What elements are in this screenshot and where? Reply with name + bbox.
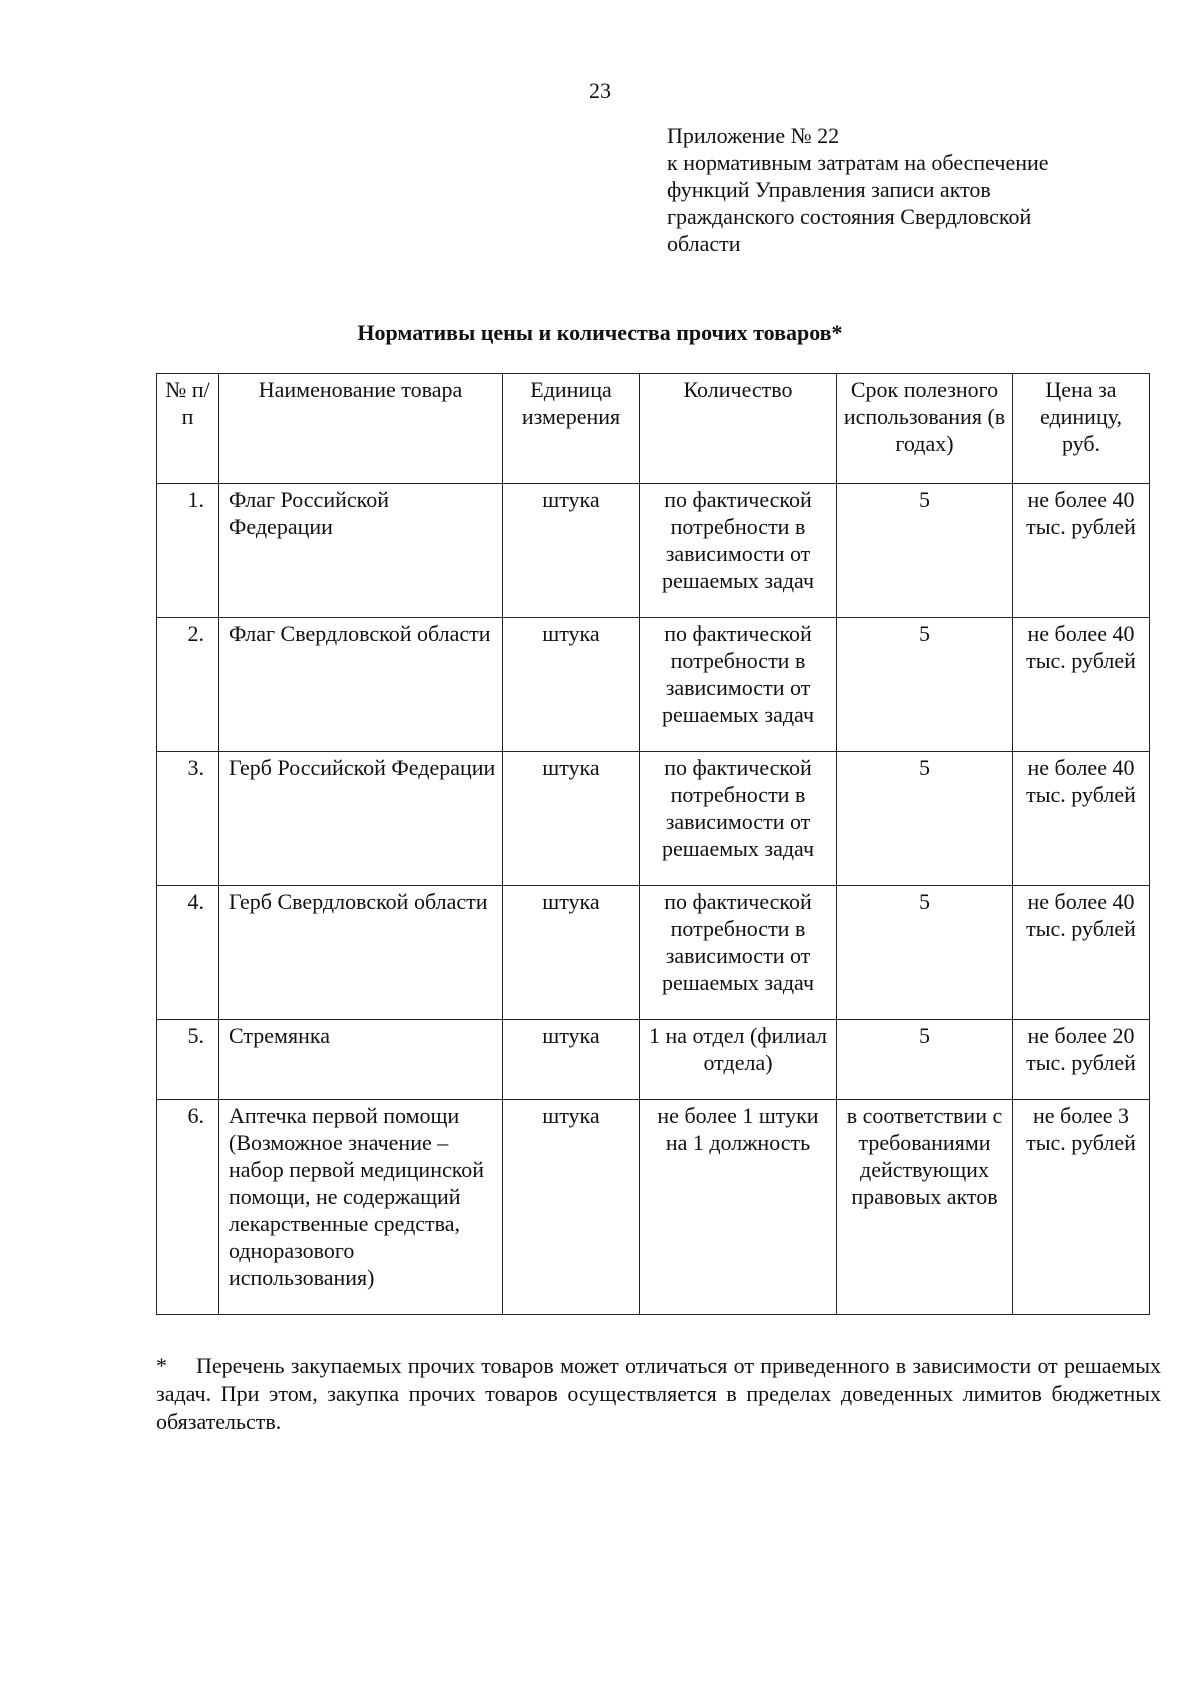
table-row [157,1020,1150,1100]
cell-quantity: по фактической потребности в зависимости от решаемых задач [640,886,837,1020]
cell-useful-life: 5 [837,1020,1013,1100]
cell-quantity: по фактической потребности в зависимости от решаемых задач [640,618,837,752]
cell-number: 5. [157,1020,219,1100]
cell-number: 2. [157,618,219,752]
cell-unit: штука [503,886,640,1020]
cell-quantity: 1 на отдел (филиал отдела) [640,1020,837,1100]
header-unit-price: Цена за единицу, руб. [1013,374,1150,484]
cell-unit: штука [503,484,640,618]
document-title: Нормативы цены и количества прочих товаров* [357,320,843,345]
cell-useful-life: 5 [837,618,1013,752]
cell-unit-price: не более 40 тыс. рублей [1013,484,1150,618]
appendix-line: гражданского состояния Свердловской [667,204,1032,229]
header-number: № п/п [157,374,219,484]
appendix-line: Приложение № 22 [667,123,840,148]
cell-useful-life: 5 [837,752,1013,886]
header-item-name: Наименование товара [219,374,503,484]
cell-useful-life: 5 [837,886,1013,1020]
cell-item-name: Герб Свердловской области [219,886,503,1020]
footnote-marker: * [156,1353,167,1378]
cell-useful-life: в соответствии с требованиями действующих правовых актов [837,1100,1013,1315]
cell-unit: штука [503,1020,640,1100]
cell-unit-price: не более 40 тыс. рублей [1013,752,1150,886]
header-quantity: Количество [640,374,837,484]
cell-unit-price: не более 3 тыс. рублей [1013,1100,1150,1315]
table-row [157,484,1150,618]
cell-number: 6. [157,1100,219,1315]
cell-item-name: Флаг Российской Федерации [219,484,503,618]
table-row [157,752,1150,886]
cell-quantity: по фактической потребности в зависимости от решаемых задач [640,484,837,618]
table-row [157,886,1150,1020]
cell-unit: штука [503,1100,640,1315]
cell-unit-price: не более 40 тыс. рублей [1013,618,1150,752]
table-row [157,618,1150,752]
footnote-text: Перечень закупаемых прочих товаров может отличаться от приведенного в зависимости от решаемых задач. При этом, закупка прочих товаров осуществляется в пределах доведенных лимитов бюджетных обязательств. [156,1353,1161,1434]
appendix-header [667,122,1147,257]
cell-unit-price: не более 40 тыс. рублей [1013,886,1150,1020]
cell-quantity: не более 1 штуки на 1 должность [640,1100,837,1315]
header-unit: Единица измерения [503,374,640,484]
cell-number: 3. [157,752,219,886]
header-useful-life: Срок полезного использования (в годах) [837,374,1013,484]
cell-item-name: Герб Российской Федерации [219,752,503,886]
table-row [157,1100,1150,1315]
cell-number: 1. [157,484,219,618]
table-header-row [157,374,1150,484]
appendix-line: области [667,231,741,256]
cell-quantity: по фактической потребности в зависимости от решаемых задач [640,752,837,886]
cell-unit: штука [503,618,640,752]
cell-unit-price: не более 20 тыс. рублей [1013,1020,1150,1100]
appendix-line: к нормативным затратам на обеспечение [667,150,1049,175]
cell-item-name: Флаг Свердловской области [219,618,503,752]
page-number: 23 [589,78,611,103]
cell-item-name: Аптечка первой помощи (Возможное значение – набор первой медицинской помощи, не содержащий лекарственные средства, одноразового использования) [219,1100,503,1315]
norms-table [156,373,1150,1315]
cell-unit: штука [503,752,640,886]
footnote [156,1352,1161,1436]
appendix-line: функций Управления записи актов [667,177,991,202]
cell-item-name: Стремянка [219,1020,503,1100]
cell-useful-life: 5 [837,484,1013,618]
cell-number: 4. [157,886,219,1020]
